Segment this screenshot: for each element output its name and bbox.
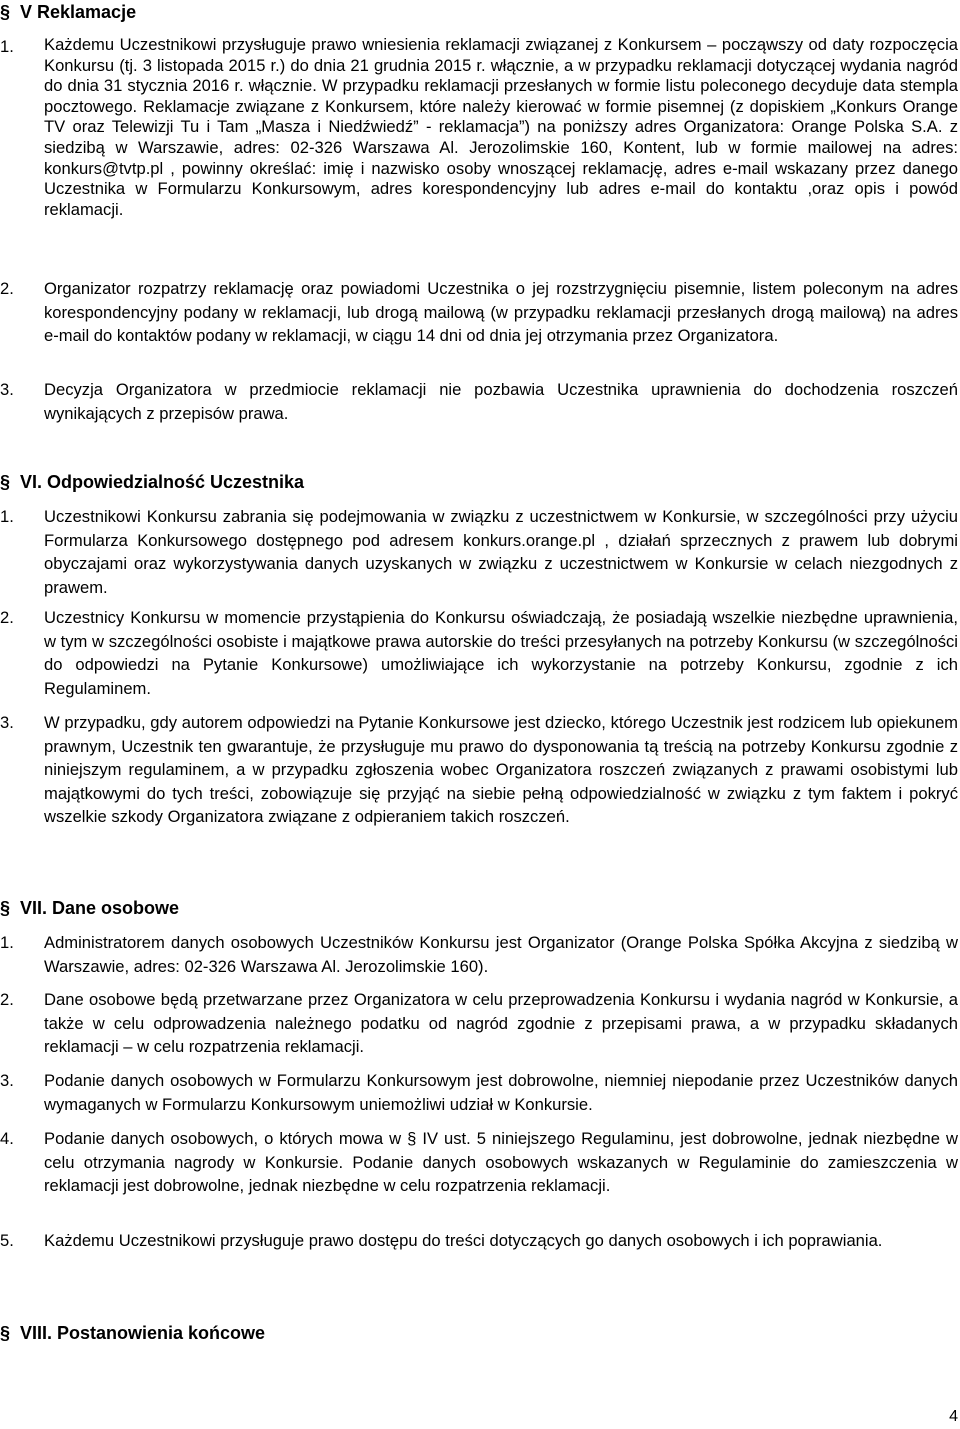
section-title: VIII. Postanowienia końcowe <box>20 1323 266 1343</box>
item-text: Administratorem danych osobowych Uczestników Konkursu jest Organizator (Orange Polska Spółka Akcyjna z siedzibą w Warszawie, adres: 02-326 Warszawa Al. Jerozolimskie 160). <box>44 933 958 976</box>
section-heading-vii <box>0 897 179 919</box>
item-text: Uczestnikowi Konkursu zabrania się podejmowania w związku z uczestnictwem w Konkursie, w szczególności przy użyciu Formularza Konkursowego dostępnego pod adresem konkurs.orange.pl , działań sprzecznych z prawem lub dobrymi obyczajami oraz wykorzystywania danych uzyskanych w związku z uczestnictwem w Konkursie w celach niezgodnych z prawem. <box>44 507 958 597</box>
item-text: Dane osobowe będą przetwarzane przez Organizatora w celu przeprowadzenia Konkursu i wydania nagród w Konkursie, a także w celu odprowadzenia należnego podatku od nagród zgodnie z przepisami prawa, a w przypadku składanych reklamacji – w celu rozpatrzenia reklamacji. <box>44 990 958 1057</box>
section-mark: § <box>0 2 11 22</box>
item-number: 3. <box>0 1071 14 1090</box>
item-text: Każdemu Uczestnikowi przysługuje prawo dostępu do treści dotyczących go danych osobowych i ich poprawiania. <box>44 1231 883 1250</box>
list-item <box>0 35 958 220</box>
list-item <box>0 931 958 978</box>
section-mark: § <box>0 1323 11 1343</box>
item-number: 1. <box>0 933 14 952</box>
list-item <box>0 988 958 1059</box>
item-text: Uczestnicy Konkursu w momencie przystąpienia do Konkursu oświadczają, że posiadają wszelkie niezbędne uprawnienia, w tym w szczególności osobiste i majątkowe prawa autorskie do treści przesyłanych na potrzeby Konkursu (w szczególności do odpowiedzi na Pytanie Konkursowe) umożliwiające ich wykorzystanie na potrzeby Konkursu, zgodnie z ich Regulaminem. <box>44 608 958 698</box>
section-title: VII. Dane osobowe <box>20 898 180 918</box>
section-heading-v <box>0 1 136 23</box>
list-item <box>0 378 958 425</box>
section-heading-viii <box>0 1322 265 1344</box>
item-number: 3. <box>0 380 14 399</box>
list-item <box>0 1229 958 1253</box>
list-item <box>0 277 958 348</box>
item-text: Podanie danych osobowych w Formularzu Konkursowym jest dobrowolne, niemniej niepodanie przez Uczestników danych wymaganych w Formularzu Konkursowym uniemożliwi udział w Konkursie. <box>44 1071 958 1114</box>
list-item <box>0 606 958 700</box>
section-title: V Reklamacje <box>20 2 137 22</box>
item-number: 2. <box>0 990 14 1009</box>
section-title: VI. Odpowiedzialność Uczestnika <box>20 472 305 492</box>
item-text: Decyzja Organizatora w przedmiocie reklamacji nie pozbawia Uczestnika uprawnienia do dochodzenia roszczeń wynikających z przepisów prawa. <box>44 380 958 423</box>
list-item <box>0 711 958 829</box>
item-number: 2. <box>0 279 14 298</box>
item-text: Podanie danych osobowych, o których mowa w § IV ust. 5 niniejszego Regulaminu, jest dobrowolne, jednak niezbędne w celu otrzymania nagrody w Konkursie. Podanie danych osobowych wskazanych w Regulaminie do zamieszczenia w reklamacji jest dobrowolne, jednak niezbędne w celu rozpatrzenia reklamacji. <box>44 1129 958 1196</box>
item-number: 4. <box>0 1129 14 1148</box>
list-item <box>0 1069 958 1116</box>
section-mark: § <box>0 472 11 492</box>
section-heading-vi <box>0 471 304 493</box>
list-item <box>0 505 958 599</box>
section-mark: § <box>0 898 11 918</box>
page-number: 4 <box>949 1408 958 1425</box>
item-number: 1. <box>0 37 14 56</box>
item-number: 2. <box>0 608 14 627</box>
list-item <box>0 1127 958 1198</box>
item-text: W przypadku, gdy autorem odpowiedzi na Pytanie Konkursowe jest dziecko, którego Uczestnik jest rodzicem lub opiekunem prawnym, Uczestnik ten gwarantuje, że przysługuje mu prawo do dysponowania tą treścią na potrzeby Konkursu zgodnie z niniejszym regulaminem, a w przypadku zgłoszenia wobec Organizatora roszczeń związanych z prawami osobistymi lub majątkowymi do tych treści, zobowiązuje się przyjąć na siebie pełną odpowiedzialność w związku z tym faktem i pokryć wszelkie szkody Organizatora związane z odpieraniem takich roszczeń. <box>44 713 958 827</box>
item-number: 3. <box>0 713 14 732</box>
item-number: 1. <box>0 507 14 526</box>
item-text: Każdemu Uczestnikowi przysługuje prawo wniesienia reklamacji związanej z Konkursem – począwszy od daty rozpoczęcia Konkursu (tj. 3 listopada 2015 r.) do dnia 21 grudnia 2015 r. włącznie, a w przypadku reklamacji dotyczącej wydania nagród do dnia 31 stycznia 2016 r. włącznie. W przypadku reklamacji przesłanych w formie listu poleconego decyduje data stempla pocztowego. Reklamacje związane z Konkursem, które należy kierować w formie pisemnej (z dopiskiem „Konkurs Orange TV oraz Telewizji Tu i Tam „Masza i Niedźwiedź” - reklamacja”) na poniższy adres Organizatora: Orange Polska S.A. z siedzibą w Warszawie, adres: 02-326 Warszawa Al. Jerozolimskie 160, Kontent, lub w formie mailowej na adres: konkurs@tvtp.pl , powinny określać: imię i nazwisko osoby wnoszącej reklamację, adres e-mail wskazany przez danego Uczestnika w Formularzu Konkursowym, adres korespondencyjny lub adres e-mail do kontaktu ,oraz opis i powód reklamacji. <box>44 35 958 219</box>
item-number: 5. <box>0 1231 14 1250</box>
item-text: Organizator rozpatrzy reklamację oraz powiadomi Uczestnika o jej rozstrzygnięciu pisemnie, listem poleconym na adres korespondencyjny podany w reklamacji, lub drogą mailową (w przypadku reklamacji przesłanych drogą mailową) na adres e-mail do kontaktów podany w reklamacji, w ciągu 14 dni od dnia jej otrzymania przez Organizatora. <box>44 279 958 346</box>
